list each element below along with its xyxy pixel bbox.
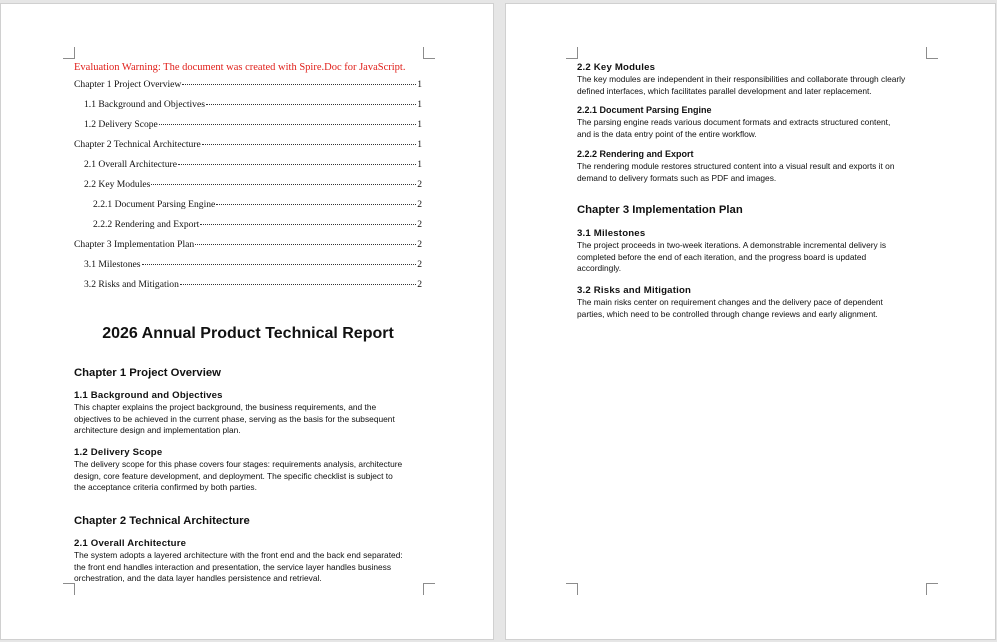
toc-entry-page: 1 [417,99,422,110]
chapter-heading: Chapter 3 Implementation Plan [577,204,743,216]
text-line: defined interfaces, which facilitates parallel development and later replacement. [577,85,872,96]
toc-entry-title: 2.2.1 Document Parsing Engine [93,199,216,210]
section-heading: 3.1 Milestones [577,228,646,239]
toc-leader [142,264,417,265]
crop-mark-bottom-left [63,583,75,595]
evaluation-warning: Evaluation Warning: The document was created with Spire.Doc for JavaScript. [74,62,406,73]
toc-leader [180,284,416,285]
toc-leader [202,144,416,145]
toc-entry-page: 1 [417,79,422,90]
toc-leader [159,124,416,125]
toc-entry-title: 2.2 Key Modules [84,179,151,190]
crop-mark-top-right [423,47,435,59]
text-line: The system adopts a layered architecture with the front end and the back end separated: [74,550,403,560]
chapter-heading: Chapter 2 Technical Architecture [74,515,250,527]
toc-entry-page: 1 [417,159,422,170]
toc-leader [216,204,416,205]
document-page-1 [0,3,494,640]
toc-entry[interactable] [74,139,422,159]
paragraph [577,240,929,275]
section-heading: 1.1 Background and Objectives [74,390,223,401]
text-line: The main risks center on requirement changes and the delivery pace of dependent [577,297,883,307]
toc-entry[interactable] [74,119,422,139]
text-line: architecture design and implementation plan. [74,425,241,436]
crop-mark-top-right [926,47,938,59]
table-of-contents [74,79,422,299]
paragraph [74,550,426,585]
crop-mark-bottom-left [566,583,578,595]
crop-mark-top-left [566,47,578,59]
toc-entry-title: 1.2 Delivery Scope [84,119,158,130]
text-line: The project proceeds in two-week iterations. A demonstrable incremental delivery is [577,240,887,250]
toc-entry[interactable] [74,199,422,219]
toc-entry-page: 2 [417,279,422,290]
toc-entry-title: 3.1 Milestones [84,259,141,270]
toc-leader [206,104,416,105]
section-heading: 3.2 Risks and Mitigation [577,285,692,296]
text-line: design, core feature development, and deployment. The specific checklist is subject to [74,470,393,481]
document-page-2 [505,3,996,640]
toc-entry[interactable] [74,159,422,179]
toc-entry-title: 3.2 Risks and Mitigation [84,279,179,290]
toc-entry[interactable] [74,179,422,199]
text-line: accordingly. [577,263,622,274]
section-heading: 2.1 Overall Architecture [74,538,187,549]
paragraph [74,402,426,437]
text-line: parties, which need to be controlled through change reviews and early alignment. [577,308,878,319]
paragraph [577,74,929,97]
document-title: 2026 Annual Product Technical Report [102,325,394,342]
toc-entry[interactable] [74,259,422,279]
toc-entry-page: 2 [417,179,422,190]
toc-entry[interactable] [74,239,422,259]
text-line: The delivery scope for this phase covers four stages: requirements analysis, architecture [74,459,403,469]
subsection-heading: 2.2.2 Rendering and Export [577,149,694,159]
toc-entry-title: 2.2.2 Rendering and Export [93,219,200,230]
toc-entry[interactable] [74,79,422,99]
text-line: The parsing engine reads various document formats and extracts structured content, [577,117,891,127]
text-line: orchestration, and the data layer handles persistence and retrieval. [74,573,322,584]
text-line: the acceptance criteria confirmed by both parties. [74,482,257,493]
subsection-heading: 2.2.1 Document Parsing Engine [577,105,712,115]
crop-mark-top-left [63,47,75,59]
text-line: objectives to be achieved in the current phase, serving as the basis for the subsequent [74,413,395,424]
crop-mark-bottom-right [423,583,435,595]
text-line: the front end handles interaction and presentation, the service layer handles business [74,561,392,572]
text-line: The rendering module restores structured content into a visual result and exports it on [577,161,895,171]
paragraph [577,297,929,320]
toc-entry-page: 2 [417,199,422,210]
crop-mark-bottom-right [926,583,938,595]
paragraph [577,117,929,140]
toc-leader [200,224,416,225]
toc-entry-title: 2.1 Overall Architecture [84,159,177,170]
toc-entry-page: 2 [417,259,422,270]
toc-entry-title: Chapter 3 Implementation Plan [74,239,195,250]
toc-entry-page: 2 [417,239,422,250]
text-line: demand to delivery formats such as PDF and images. [577,172,777,183]
section-heading: 1.2 Delivery Scope [74,447,163,458]
toc-leader [151,184,416,185]
toc-leader [195,244,416,245]
chapter-heading: Chapter 1 Project Overview [74,367,221,379]
toc-entry[interactable] [74,279,422,299]
toc-entry-page: 2 [417,219,422,230]
paragraph [577,161,929,184]
text-line: and is the data entry point of the entire workflow. [577,128,757,139]
toc-entry-title: Chapter 1 Project Overview [74,79,182,90]
toc-entry-page: 1 [417,119,422,130]
toc-entry-title: 1.1 Background and Objectives [84,99,205,110]
toc-entry[interactable] [74,99,422,119]
toc-entry[interactable] [74,219,422,239]
toc-entry-page: 1 [417,139,422,150]
toc-leader [178,164,416,165]
toc-entry-title: Chapter 2 Technical Architecture [74,139,201,150]
toc-leader [182,84,416,85]
text-line: This chapter explains the project background, the business requirements, and the [74,402,377,412]
paragraph [74,459,426,494]
section-heading: 2.2 Key Modules [577,62,656,73]
text-line: The key modules are independent in their responsibilities and collaborate through clearly [577,74,906,84]
text-line: completed before the end of each iteration, and the progress board is updated [577,251,867,262]
